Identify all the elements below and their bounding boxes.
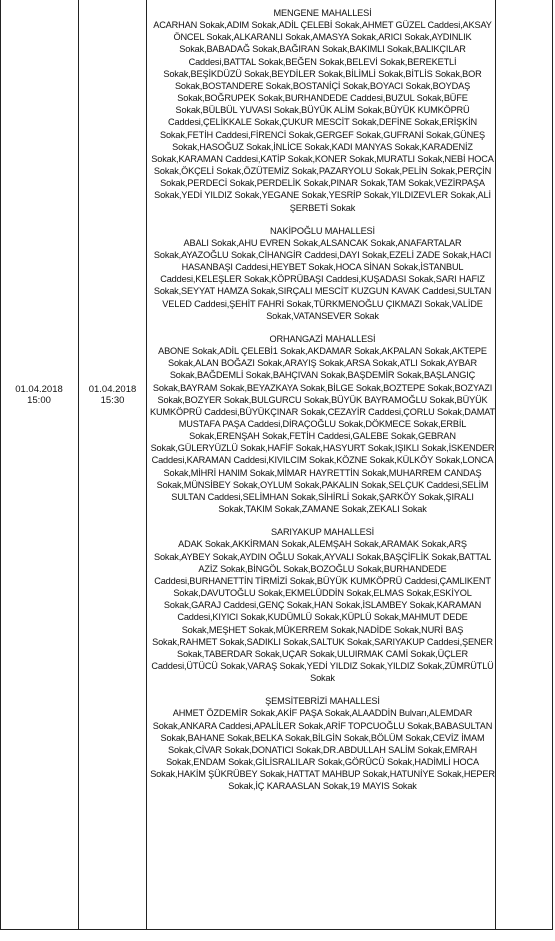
table-border-bottom [0,929,553,930]
neighborhood-section [150,526,495,684]
neighborhood-section [150,225,495,322]
neighborhood-section [150,7,495,214]
table-border-left [0,0,1,930]
neighborhood-title: ŞEMSİTEBRİZİ MAHALLESİ [265,696,380,707]
end-date: 01.04.2018 [88,384,137,395]
neighborhood-title: NAKİPOĞLU MAHALLESİ [270,225,375,236]
start-datetime-cell [0,384,78,406]
start-date: 01.04.2018 [15,384,63,395]
column-divider [78,0,79,930]
street-list: ABALI Sokak,AHU EVREN Sokak,ALSANCAK Sokak,ANAFARTALAR Sokak,AYAZOĞLU Sokak,CİHANGİR Caddesi,DAYI Sokak,EZELİ ZADE Sokak,HACI HASANBAŞI Caddesi,HEYBET Sokak,HOCA SİNAN Sokak,İSTANBUL Caddesi,KELEŞLER Sokak,KÖPRÜBAŞI Caddesi,KUŞADASI Sokak,SARI HAFIZ Sokak,SEYYAT HAMZA Sokak,SIRÇALI MESCİT KUZGUN KAVAK Caddesi,SULTAN VELED Caddesi,ŞEHİT FAHRİ Sokak,TÜRKMENOĞLU ÇIKMAZI Sokak,VALİDE Sokak,VATANSEVER Sokak [153,237,492,321]
neighborhood-title: SARIYAKUP MAHALLESİ [270,527,375,538]
neighborhood-section [150,695,495,792]
column-divider [146,0,147,930]
neighborhood-section [150,333,495,515]
end-datetime-cell [79,384,146,406]
street-list: ACARHAN Sokak,ADIM Sokak,ADİL ÇELEBİ Sokak,AHMET GÜZEL Caddesi,AKSAY ÖNCEL Sokak,ALKARANLI Sokak,AMASYA Sokak,ARICI Sokak,AYDINLIK Sokak,BABADAĞ Sokak,BAĞIRAN Sokak,BAKIMLI Sokak,BALIKÇILAR Caddesi,BATTAL Sokak,BEĞEN Sokak,BELEVİ Sokak,BEREKETLİ Sokak,BEŞİKDÜZÜ Sokak,BEYDİLER Sokak,BİLİMLİ Sokak,BİTLİS Sokak,BOR Sokak,BOSTANDERE Sokak,BOSTANİÇİ Sokak,BOYACI Sokak,BOYDAŞ Sokak,BOĞRUPEK Sokak,BURHANDEDE Caddesi,BUZUL Sokak,BÜFE Sokak,BÜLBÜL YUVASI Sokak,BÜYÜK ALİM Sokak,BÜYÜK KUMKÖPRÜ Caddesi,ÇELİKKALE Sokak,ÇUKUR MESCİT Sokak,DEFİNE Sokak,ERİŞKİN Sokak,FETİH Caddesi,FİRENCİ Sokak,GERGEF Sokak,GUFRANİ Sokak,GÜNEŞ Sokak,HASOĞUZ Sokak,İNLİCE Sokak,KADI MANYAS Sokak,KARADENİZ Sokak,KARAMAN Caddesi,KATİP Sokak,KONER Sokak,MURATLI Sokak,NEBİ HOCA Sokak,ÖKÇELİ Sokak,ÖZÜTEMİZ Sokak,PAZARYOLU Sokak,PELİN Sokak,PERÇİN Sokak,PERDECİ Sokak,PERDELİK Sokak,PINAR Sokak,TAM Sokak,VEZİRPAŞA Sokak,YEDİ YILDIZ Sokak,YEGANE Sokak,YESRİP Sokak,YILDIZEVLER Sokak,ALİ ŞERBETİ Sokak [151,20,494,213]
street-list: ABONE Sokak,ADİL ÇELEBİ1 Sokak,AKDAMAR Sokak,AKPALAN Sokak,AKTEPE Sokak,ALAN BOĞAZI Sokak,ARAYIŞ Sokak,ARSA Sokak,ATLI Sokak,AYBAR Sokak,BAĞDEMLİ Sokak,BAHÇIVAN Sokak,BAŞDEMİR Sokak,BAŞLANGIÇ Sokak,BAYRAM Sokak,BEYAZKAYA Sokak,BİLGE Sokak,BOZTEPE Sokak,BOZYAZI Sokak,BOZYER Sokak,BULGURCU Sokak,BÜYÜK BAYRAMOĞLU Sokak,BÜYÜK KUMKÖPRÜ Caddesi,BÜYÜKÇINAR Sokak,CEZAYİR Caddesi,ÇORLU Sokak,DAMAT MUSTAFA PAŞA Caddesi,DİRAÇOĞLU Sokak,DÖKMECE Sokak,ERBİL Sokak,ERENŞAH Sokak,FETİH Caddesi,GALEBE Sokak,GEBRAN Sokak,GÜLERYÜZLÜ Sokak,HAFİF Sokak,HASYURT Sokak,IŞIKLI Sokak,İSKENDER Caddesi,KARAMAN Caddesi,KIVILCIM Sokak,KÖZNE Sokak,KÜLKÖY Sokak,LONCA Sokak,MİHRİ HANIM Sokak,MİMAR HAYRETTİN Sokak,MUHARREM CANDAŞ Sokak,MÜNSİBEY Sokak,OYLUM Sokak,PAKALIN Sokak,SELÇUK Caddesi,SELİM SULTAN Caddesi,SELİMHAN Sokak,SİHİRLİ Sokak,ŞARKÖY Sokak,ŞIRALI Sokak,TAKIM Sokak,ZAMANE Sokak,ZEKALI Sokak [150,346,495,515]
end-time: 15:30 [100,395,125,406]
start-time: 15:00 [27,395,51,406]
column-divider [495,0,496,930]
neighborhood-title: MENGENE MAHALLESİ [273,8,372,18]
affected-areas-cell [150,7,495,804]
street-list: AHMET ÖZDEMİR Sokak,AKİF PAŞA Sokak,ALAADDİN Bulvarı,ALEMDAR Sokak,ANKARA Caddesi,APALİLER Sokak,ARİF TOPCUOĞLU Sokak,BABASULTAN Sokak,BAHANE Sokak,BELKA Sokak,BİLGİN Sokak,BÖLÜM Sokak,CEVİZ İMAM Sokak,CİVAR Sokak,DONATICI Sokak,DR.ABDULLAH SALİM Sokak,EMRAH Sokak,ENDAM Sokak,GİLİSRALILAR Sokak,GÖRÜCÜ Sokak,HADİMLİ HOCA Sokak,HAKİM ŞÜKRÜBEY Sokak,HATTAT MAHBUP Sokak,HATUNİYE Sokak,HEPER Sokak,İÇ KARAASLAN Sokak,19 MAYIS Sokak [150,708,495,792]
neighborhood-title: ORHANGAZİ MAHALLESİ [269,333,376,344]
table-border-right [552,0,553,930]
street-list: ADAK Sokak,AKKİRMAN Sokak,ALEMŞAH Sokak,ARAMAK Sokak,ARŞ Sokak,AYBEY Sokak,AYDIN OĞLU Sokak,AYVALI Sokak,BAŞÇİFLİK Sokak,BATTAL AZİZ Sokak,BİNGÖL Sokak,BOZOĞLU Sokak,BURHANDEDE Caddesi,BURHANETTİN TİRMİZİ Sokak,BÜYÜK KUMKÖPRÜ Caddesi,ÇAMLIKENT Sokak,DAVUTOĞLU Sokak,EKMELÜDDİN Sokak,ELMAS Sokak,ESKİYOL Sokak,GARAJ Caddesi,GENÇ Sokak,HAN Sokak,İSLAMBEY Sokak,KARAMAN Caddesi,KIYICI Sokak,KUDÜMLÜ Sokak,KÜPLÜ Sokak,MAHMUT DEDE Sokak,MEŞHET Sokak,MÜKERREM Sokak,NADİDE Sokak,NURİ BAŞ Sokak,RAHMET Sokak,SADIKLI Sokak,SALTUK Sokak,SARIYAKUP Caddesi,ŞENER Sokak,TABERDAR Sokak,UÇAR Sokak,ULUIRMAK CAMİ Sokak,ÜÇLER Caddesi,ÜTÜCÜ Sokak,VARAŞ Sokak,YEDİ YILDIZ Sokak,YILDIZ Sokak,ZÜMRÜTLÜ Sokak [151,539,494,684]
